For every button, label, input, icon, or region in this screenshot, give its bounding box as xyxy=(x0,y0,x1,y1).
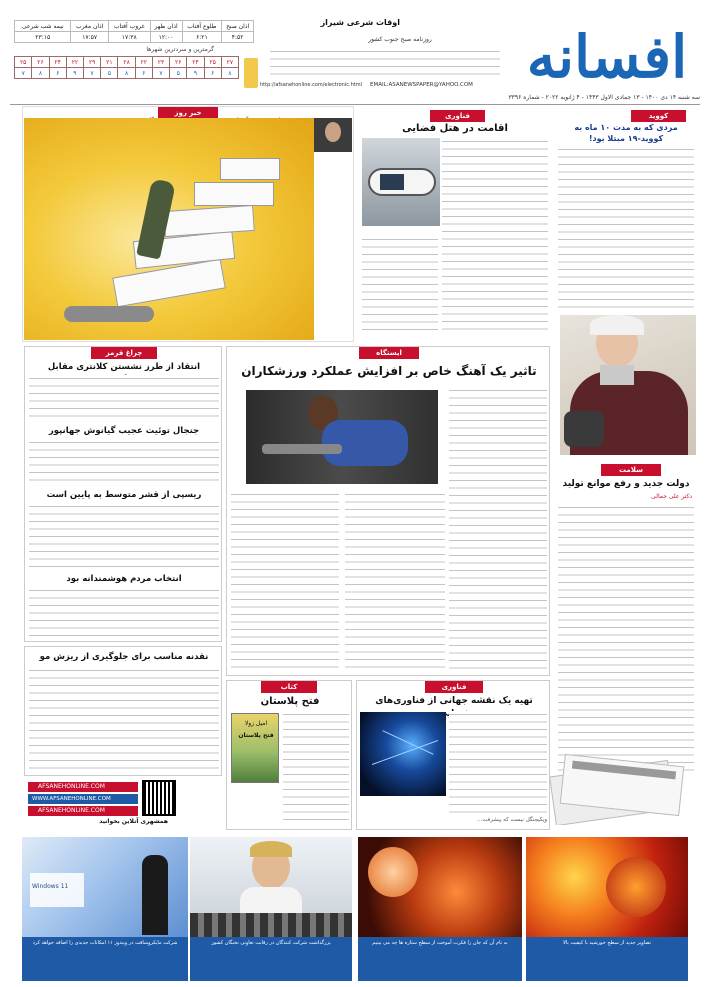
article-text xyxy=(29,587,219,637)
prayer-header: غروب آفتاب xyxy=(108,21,150,32)
book-cover-author: امیل زولا xyxy=(244,720,268,727)
weather-min: ۹ xyxy=(187,68,204,79)
prayer-header: اذان مغرب xyxy=(71,21,108,32)
publisher-info: روزنامه صبح جنوب کشور xyxy=(368,36,432,43)
article-text xyxy=(449,387,547,671)
book-article xyxy=(226,680,352,830)
section-tag: خبر روز xyxy=(158,107,218,119)
weather-max: ۲۵ xyxy=(15,57,32,68)
presenter-figure xyxy=(142,855,168,935)
weather-max: ۲۴ xyxy=(49,57,66,68)
headline: دولت جدید و رفع موانع تولید xyxy=(562,479,690,489)
weather-min: ۷ xyxy=(152,68,169,79)
publisher-details xyxy=(270,48,500,78)
headline: ریسپی از قشر متوسط به پایین است xyxy=(46,490,202,500)
prayer-time: ۴:۵۲ xyxy=(222,32,254,43)
email[interactable]: EMAIL:ASANEWSPAPER@YAHOO.COM xyxy=(370,82,473,88)
prayer-time: ۲۳:۱۵ xyxy=(15,32,71,43)
section-tag: فناوری xyxy=(430,110,485,122)
top-border xyxy=(0,0,709,4)
weather-min: ۶ xyxy=(49,68,66,79)
weather-min: ۷ xyxy=(84,68,101,79)
weather-min: ۷ xyxy=(15,68,32,79)
weather-min: ۸ xyxy=(221,68,238,79)
weather-badge xyxy=(244,58,258,88)
article-text xyxy=(362,236,438,336)
website-promo xyxy=(24,780,222,830)
footer-caption: بزرگداشت شرکت کنندگان در رقابت تعاونی نخبگان کشور xyxy=(190,937,352,981)
qr-code[interactable] xyxy=(142,780,176,816)
newspapers-photo xyxy=(548,750,696,825)
section-tag: سلامت xyxy=(601,464,661,476)
prayer-header: نیمه شب شرعی xyxy=(15,21,71,32)
prayer-header: طلوع آفتاب xyxy=(182,21,222,32)
qr-caption: همشهری آنلاین بخوانید xyxy=(99,818,168,825)
windows-11-photo xyxy=(22,837,188,937)
masthead-rule xyxy=(10,104,700,105)
headline: انتخاب مردم هوشمندانه بود xyxy=(66,574,182,584)
scientist-photo xyxy=(190,837,352,937)
weather-max: ۲۶ xyxy=(32,57,49,68)
newspaper-logo: افسانه xyxy=(526,23,688,91)
prayer-time: ۱۷:۵۷ xyxy=(71,32,108,43)
prayer-times-table xyxy=(14,20,254,43)
space-network-photo xyxy=(360,712,446,796)
footer-caption: تصاویر جدید از سطح خورشید با کیفیت بالا xyxy=(526,937,688,981)
sun-surface-photo xyxy=(526,837,688,937)
headline: انتقاد از طرز نشستن کلانتری مقابل xyxy=(47,362,201,372)
section-tag: ایستگاه xyxy=(359,347,419,359)
windows-label: Windows 11 xyxy=(32,883,69,890)
prayer-time: ۱۷:۳۸ xyxy=(108,32,150,43)
site-link[interactable]: AFSANEHONLINE.COM xyxy=(28,782,138,792)
weather-max: ۲۲ xyxy=(135,57,152,68)
athlete-cycling-photo xyxy=(246,390,438,484)
article-text xyxy=(558,146,694,314)
site-link[interactable]: AFSANEHONLINE.COM xyxy=(28,806,138,816)
prayer-times-title: اوقات شرعی شیراز xyxy=(320,18,400,27)
footer-caption: شرکت مایکروسافت در ویندوز ۱۱ امکانات جدیدی را اضافه خواهد کرد xyxy=(22,937,188,981)
article-text xyxy=(442,138,548,336)
headline: مردی که به مدت ۱۰ ماه به کووید-۱۹ مبتلا بود! xyxy=(574,123,678,143)
weather-max: ۲۹ xyxy=(84,57,101,68)
hair-loss-article xyxy=(24,646,222,776)
article-text xyxy=(29,439,219,485)
weather-min: ۶ xyxy=(135,68,152,79)
weather-min: ۵ xyxy=(101,68,118,79)
article-text xyxy=(231,491,339,671)
cartoonist-portrait xyxy=(314,118,352,152)
footer-caption: به نام آن که جان را فکرت آموخت از سطح ستاره ها چه می بینیم xyxy=(358,937,522,981)
site-link[interactable]: WWW.AFSANEHONLINE.COM xyxy=(28,794,138,804)
weather-min: ۹ xyxy=(66,68,83,79)
author-name: دکتر علی جمالی xyxy=(651,493,692,500)
space-capsule-photo xyxy=(362,138,440,226)
headline: تهیه یک نقشه جهانی از فناوری‌های xyxy=(375,696,533,706)
weather-max: ۲۷ xyxy=(221,57,238,68)
prayer-time: ۶:۲۱ xyxy=(182,32,222,43)
cartoon-artwork xyxy=(24,118,314,340)
book-cover-title: فتح پلاستان xyxy=(238,732,274,739)
article-text xyxy=(449,711,547,815)
website[interactable]: http://afsanehonline.com/electronic.html xyxy=(260,82,362,88)
weather-min: ۸ xyxy=(118,68,135,79)
red-light-column xyxy=(24,346,222,642)
article-text xyxy=(29,375,219,421)
weather-max: ۲۸ xyxy=(118,57,135,68)
weather-table xyxy=(14,56,239,79)
article-text xyxy=(29,667,219,771)
article-text xyxy=(345,491,445,671)
weather-max: ۲۱ xyxy=(101,57,118,68)
weather-max: ۲۴ xyxy=(187,57,204,68)
article-text xyxy=(558,504,694,772)
section-tag: کووید xyxy=(631,110,686,122)
tech-caption: ویکیجنگل نیست که پیشرفت... xyxy=(476,817,547,823)
headline: فتح پلاستان xyxy=(260,696,320,707)
headline: اقامت در هتل فضایی xyxy=(402,123,508,134)
headline: جنجال توئیت عجیب گیانوش جهانپور xyxy=(48,426,200,436)
article-text xyxy=(29,503,219,569)
prayer-header: اذان صبح xyxy=(222,21,254,32)
date-line: سه شنبه ۱۴ دی ۱۴۰۰ - ۱۳ جمادی الاول ۱۴۴۳ - ۴ ژانویه ۲۰۲۲ - شماره ۳۳۹۶ xyxy=(508,94,700,101)
weather-max: ۲۳ xyxy=(152,57,169,68)
headline: نقدنه مناسب برای جلوگیری از ریزش مو xyxy=(39,652,209,662)
planet-surface-photo xyxy=(358,837,522,937)
prayer-time: ۱۲:۰۰ xyxy=(150,32,182,43)
prayer-header: اذان ظهر xyxy=(150,21,182,32)
headline: تاثیر یک آهنگ خاص بر افزایش عملکرد ورزشکاران xyxy=(241,364,537,378)
weather-max: ۲۶ xyxy=(170,57,187,68)
section-tag: کتاب xyxy=(261,681,317,693)
book-cover xyxy=(231,713,279,783)
weather-min: ۸ xyxy=(32,68,49,79)
weather-min: ۵ xyxy=(170,68,187,79)
windows-logo xyxy=(30,873,84,907)
article-text xyxy=(283,711,349,825)
section-tag: چراغ قرمز xyxy=(91,347,157,359)
weather-title: گرمترین و سردترین شهرها xyxy=(146,46,214,53)
weather-min: ۶ xyxy=(204,68,221,79)
weather-max: ۲۲ xyxy=(66,57,83,68)
elderly-man-photo xyxy=(560,315,696,455)
section-tag: فناوری xyxy=(425,681,483,693)
weather-max: ۲۵ xyxy=(204,57,221,68)
